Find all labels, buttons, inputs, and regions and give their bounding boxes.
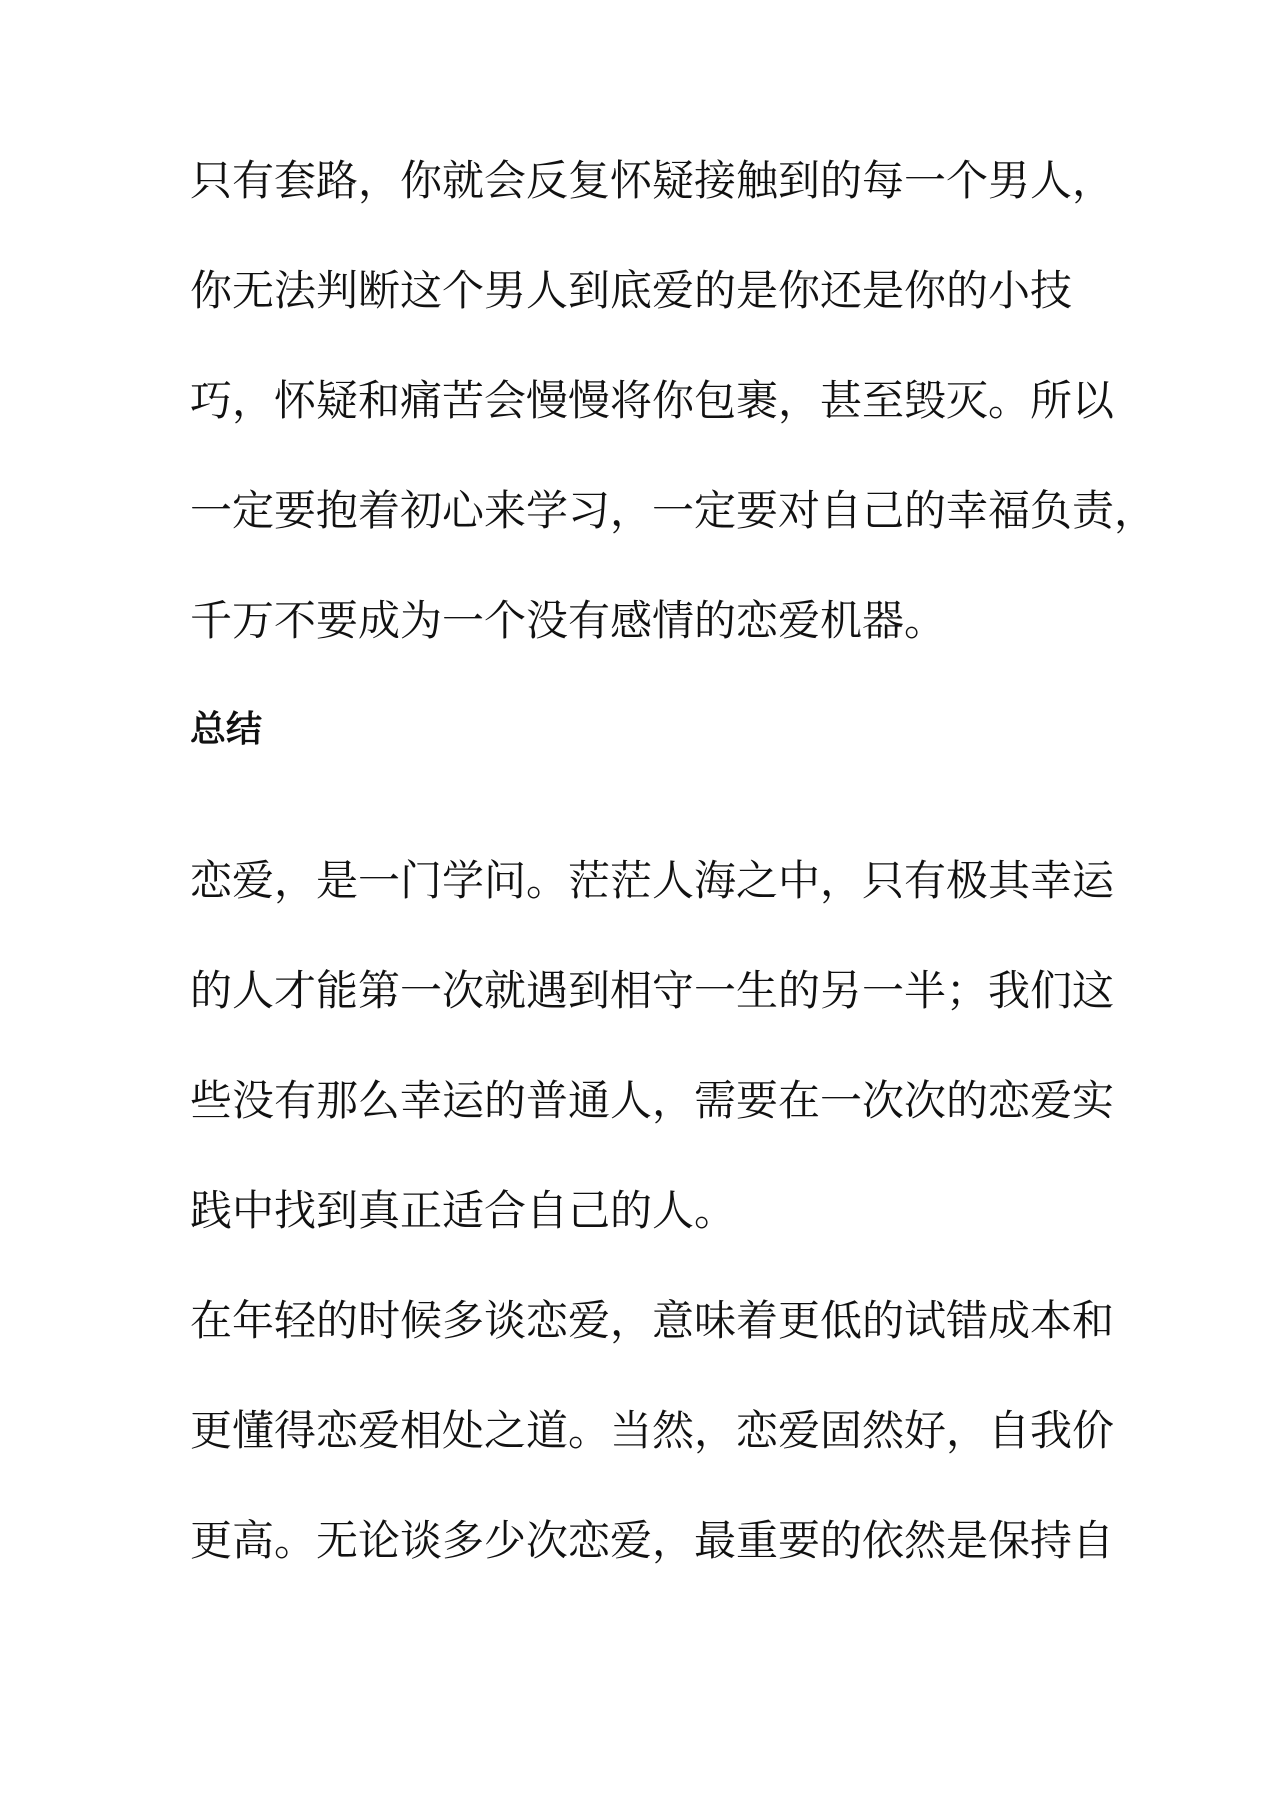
text-line: 恋爱，是一门学问。茫茫人海之中，只有极其幸运: [190, 856, 1115, 905]
section-heading: 总结: [190, 709, 263, 750]
text-line: 践中找到真正适合自己的人。: [190, 1186, 737, 1235]
paragraph-1: [190, 156, 1157, 645]
text-line: 千万不要成为一个没有感情的恋爱机器。: [190, 596, 947, 645]
text-line: 些没有那么幸运的普通人，需要在一次次的恋爱实: [190, 1076, 1115, 1125]
text-line: 更懂得恋爱相处之道。当然，恋爱固然好，自我价: [190, 1406, 1115, 1455]
section-heading-block: [190, 710, 1090, 750]
text-line: 一定要抱着初心来学习，一定要对自己的幸福负责，: [190, 486, 1157, 535]
text-line: 你无法判断这个男人到底爱的是你还是你的小技: [190, 266, 1073, 315]
paragraph-3: [190, 1296, 1115, 1565]
text-line: 巧，怀疑和痛苦会慢慢将你包裹，甚至毁灭。所以: [190, 376, 1115, 425]
document-body: [190, 156, 1157, 1630]
text-line: 在年轻的时候多谈恋爱，意味着更低的试错成本和: [190, 1296, 1115, 1345]
paragraph-2: [190, 856, 1115, 1235]
text-line: 更高。无论谈多少次恋爱，最重要的依然是保持自: [190, 1516, 1115, 1565]
text-line: 的人才能第一次就遇到相守一生的另一半；我们这: [190, 966, 1115, 1015]
text-line: 只有套路，你就会反复怀疑接触到的每一个男人，: [190, 156, 1115, 205]
